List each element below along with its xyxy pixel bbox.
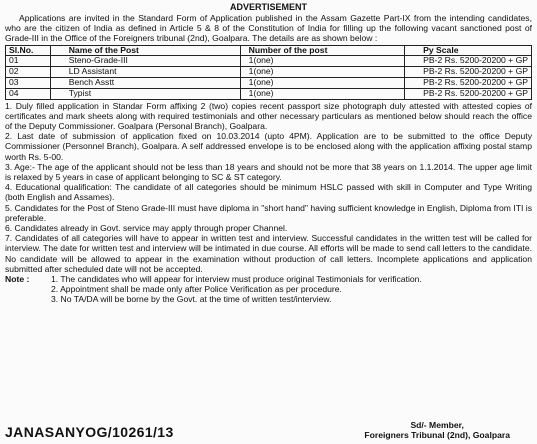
cell-sl-no: 03: [6, 78, 51, 89]
table-row: [6, 67, 532, 78]
note-item: 3. No TA/DA will be borne by the Govt. at the time of written test/interview.: [51, 294, 332, 305]
cell-post-count: 1(one): [240, 56, 404, 67]
cell-sl-no: 02: [6, 67, 51, 78]
condition-item: 4. Educational qualification: The candidate of all categories should be minimum HSLC passed with skill in Computer and Type Writing (both English and Assames).: [5, 182, 532, 203]
table-row: [6, 78, 532, 89]
note-item: 2. Appointment shall be made only after Police Verification as per procedure.: [51, 284, 342, 295]
condition-item: 5. Candidates for the Post of Steno Grade-III must have diploma in "short hand" having sufficient knowledge in English, Diploma from ITI is preferable.: [5, 202, 532, 223]
header-pay-scale: Py Scale: [405, 45, 532, 56]
cell-pay-scale: PB-2 Rs. 5200-20200 + GP: [405, 78, 532, 89]
cell-post-name: Bench Asstt: [50, 78, 240, 89]
signature-line-2: Foreigners Tribunal (2nd), Goalpara: [364, 430, 510, 440]
cell-sl-no: 04: [6, 88, 51, 99]
cell-post-count: 1(one): [240, 88, 404, 99]
cell-post-count: 1(one): [240, 78, 404, 89]
condition-item: 6. Candidates already in Govt. service may apply through proper Channel.: [5, 223, 288, 234]
cell-post-name: Typist: [50, 88, 240, 99]
intro-paragraph: Applications are invited in the Standard Form of Application published in the Assam Gazette Part-IX from the intending candidates, who are the citizen of India as defined in Article 5 & 8 of the Constitution of India for filling up the following vacant sanctioned post of Grade-III in the Office of the Foreigners tribunal (2nd), Goalpara. The details are as shown below :: [5, 13, 532, 44]
note-items: [51, 274, 532, 305]
signature-block: [364, 420, 510, 440]
note-item: 1. The candidates who will appear for interview must produce original Testimonials for verification.: [51, 274, 422, 285]
condition-item: 1. Duly filled application in Standar Form affixing 2 (two) copies recent passport size photograph duly attested with attested copies of certificates and mark sheets along with required testimonials and other necessary particulars as mentioned below should reach the office of the Deputy Commissioner. Goalpara (Personal Branch), Goalpara.: [5, 100, 532, 131]
cell-post-count: 1(one): [240, 67, 404, 78]
table-row: [6, 88, 532, 99]
header-post-name: Name of the Post: [50, 45, 240, 56]
signature-line-1: Sd/- Member,: [410, 420, 464, 430]
condition-item: 3. Age:- The age of the applicant should not be less than 18 years and should not be more that 38 years on 1.1.2014. The upper age limit is relaxed by 5 years in case of applicant belonging to SC & ST category.: [5, 161, 532, 183]
cell-post-name: LD Assistant: [50, 67, 240, 78]
table-header-row: [6, 45, 532, 56]
header-post-count: Number of the post: [240, 45, 404, 56]
cell-post-name: Steno-Grade-III: [50, 56, 240, 67]
header-sl-no: Sl.No.: [6, 45, 51, 56]
footer: [5, 420, 532, 440]
condition-item: 2. Last date of submission of application fixed on 10.03.2014 (upto 4PM). Application are to be submitted to the office Deputy Commissioner (Personnel Branch), Goalpara. A self addressed envelope is to be enclosed along with the application affixing postal stamp worth Rs. 5-00.: [5, 131, 532, 162]
posts-table: [5, 45, 532, 100]
condition-item: 7. Candidates of all categories will have to appear in written test and interview. Successful candidates in the written test will be called for interview. The date for written test and interview will be intimated in due course. All efforts will be made to send call letters to the candidate. No candidate will be allowed to appear in the examination without production of call letters. Incomplete applications and application submitted after scheduled date will not be accepted.: [5, 233, 532, 274]
conditions-list: [5, 101, 532, 274]
cell-pay-scale: PB-2 Rs. 5200-20200 + GP: [405, 88, 532, 99]
note-section: [5, 274, 532, 305]
note-label: Note :: [5, 274, 30, 285]
cell-pay-scale: PB-2 Rs. 5200-20200 + GP: [405, 56, 532, 67]
cell-sl-no: 01: [6, 56, 51, 67]
reference-number: JANASANYOG/10261/13: [5, 424, 174, 440]
table-row: [6, 56, 532, 67]
advertisement-title: ADVERTISEMENT: [229, 2, 307, 12]
cell-pay-scale: PB-2 Rs. 5200-20200 + GP: [405, 67, 532, 78]
